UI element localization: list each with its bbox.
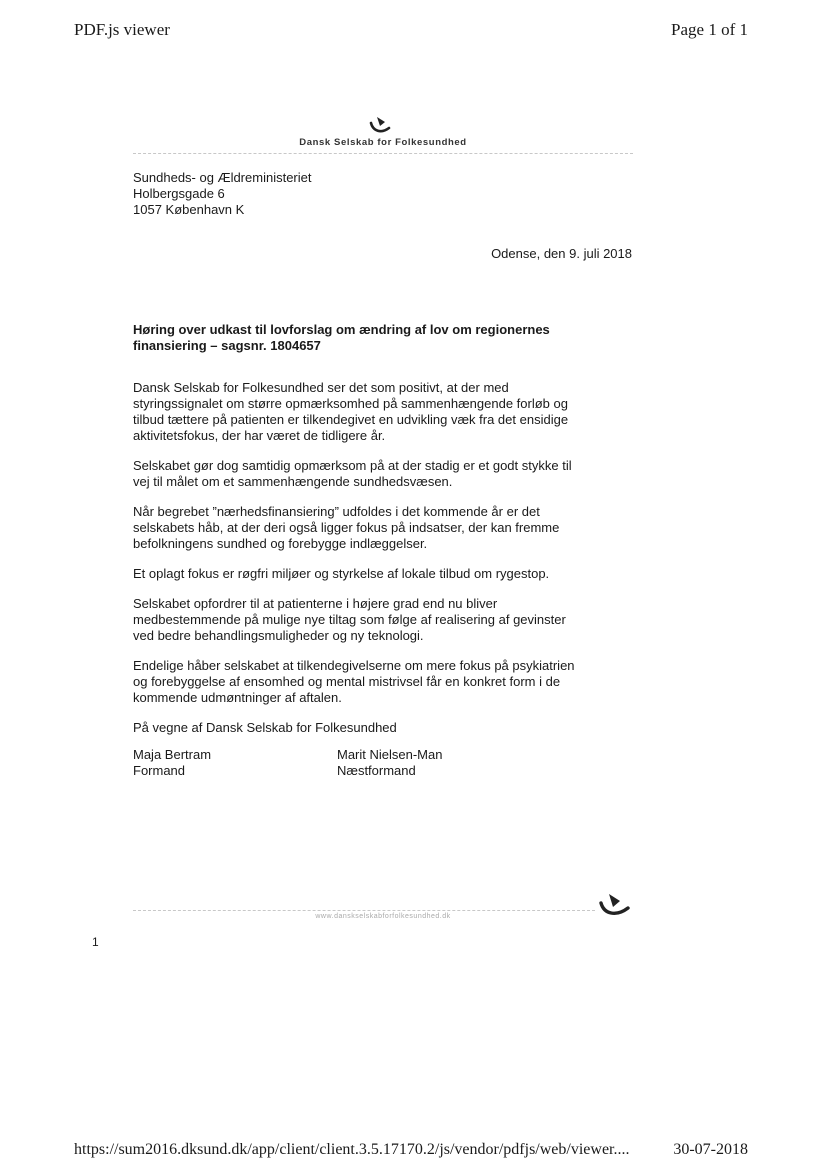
body-line: og forebyggelse af ensomhed og mental mistrivsel får en konkret form i de <box>133 674 561 689</box>
recipient-line: Sundheds- og Ældreministeriet <box>133 170 312 185</box>
browser-title: PDF.js viewer <box>74 20 170 39</box>
subject-heading <box>133 322 653 354</box>
body-line: kommende udmøntninger af aftalen. <box>133 690 342 705</box>
body-line: Når begrebet ”nærhedsfinansiering” udfoldes i det kommende år er det <box>133 504 540 519</box>
recipient-address <box>133 170 311 218</box>
recipient-line: Holbergsgade 6 <box>133 186 225 201</box>
paragraph <box>133 596 633 644</box>
body-line: styringssignalet om større opmærksomhed på sammenhængende forløb og <box>133 396 568 411</box>
body-line: medbestemmende på mulige nye tiltag som følge af realisering af gevinster <box>133 612 566 627</box>
body-line: ved bedre behandlingsmuligheder og ny teknologi. <box>133 628 424 643</box>
header-rule <box>133 153 633 154</box>
paragraph <box>133 458 633 490</box>
body-line: vej til målet om et sammenhængende sundhedsvæsen. <box>133 474 453 489</box>
paragraph <box>133 380 633 444</box>
page-info: Page 1 of 1 <box>671 20 748 39</box>
body-line: aktivitetsfokus, der har været de tidligere år. <box>133 428 386 443</box>
footer-website: www.danskselskabforfolkesundhed.dk <box>315 913 451 920</box>
letter-body <box>133 380 633 750</box>
body-line: Selskabet opfordrer til at patienterne i højere grad end nu bliver <box>133 596 498 611</box>
dsf-logo-icon <box>368 114 394 136</box>
signature <box>337 747 442 779</box>
date-line: Odense, den 9. juli 2018 <box>491 246 632 261</box>
body-line: selskabets håb, at der deri også ligger fokus på indsatser, der kan fremme <box>133 520 560 535</box>
paragraph <box>133 504 633 552</box>
print-date: 30-07-2018 <box>673 1141 748 1158</box>
page-number: 1 <box>92 935 99 949</box>
footer-rule <box>133 910 595 911</box>
body-line: tilbud tættere på patienten er tilkendegivet en udvikling væk fra det ensidige <box>133 412 569 427</box>
signatory-name: Maja Bertram <box>133 747 212 762</box>
subject-line: finansiering – sagsnr. 1804657 <box>133 338 321 353</box>
subject-line: Høring over udkast til lovforslag om ændring af lov om regionernes <box>133 322 550 337</box>
page-url: https://sum2016.dksund.dk/app/client/client.3.5.17170.2/js/vendor/pdfjs/web/viewer.... <box>74 1141 630 1158</box>
recipient-line: 1057 København K <box>133 202 245 217</box>
paragraph <box>133 658 633 706</box>
signatory-role: Næstformand <box>337 763 416 778</box>
body-line: På vegne af Dansk Selskab for Folkesundhed <box>133 720 397 735</box>
paragraph <box>133 566 633 582</box>
signatory-role: Formand <box>133 763 186 778</box>
signatory-name: Marit Nielsen-Man <box>337 747 443 762</box>
body-line: befolkningens sundhed og forebygge indlæggelser. <box>133 536 428 551</box>
body-line: Et oplagt fokus er røgfri miljøer og styrkelse af lokale tilbud om rygestop. <box>133 566 550 581</box>
body-line: Endelige håber selskabet at tilkendegivelserne om mere fokus på psykiatrien <box>133 658 575 673</box>
signature <box>133 747 211 779</box>
body-line: Dansk Selskab for Folkesundhed ser det som positivt, at der med <box>133 380 509 395</box>
body-line: Selskabet gør dog samtidig opmærksom på at der stadig er et godt stykke til <box>133 458 572 473</box>
org-name: Dansk Selskab for Folkesundhed <box>299 137 467 148</box>
paragraph <box>133 720 633 736</box>
